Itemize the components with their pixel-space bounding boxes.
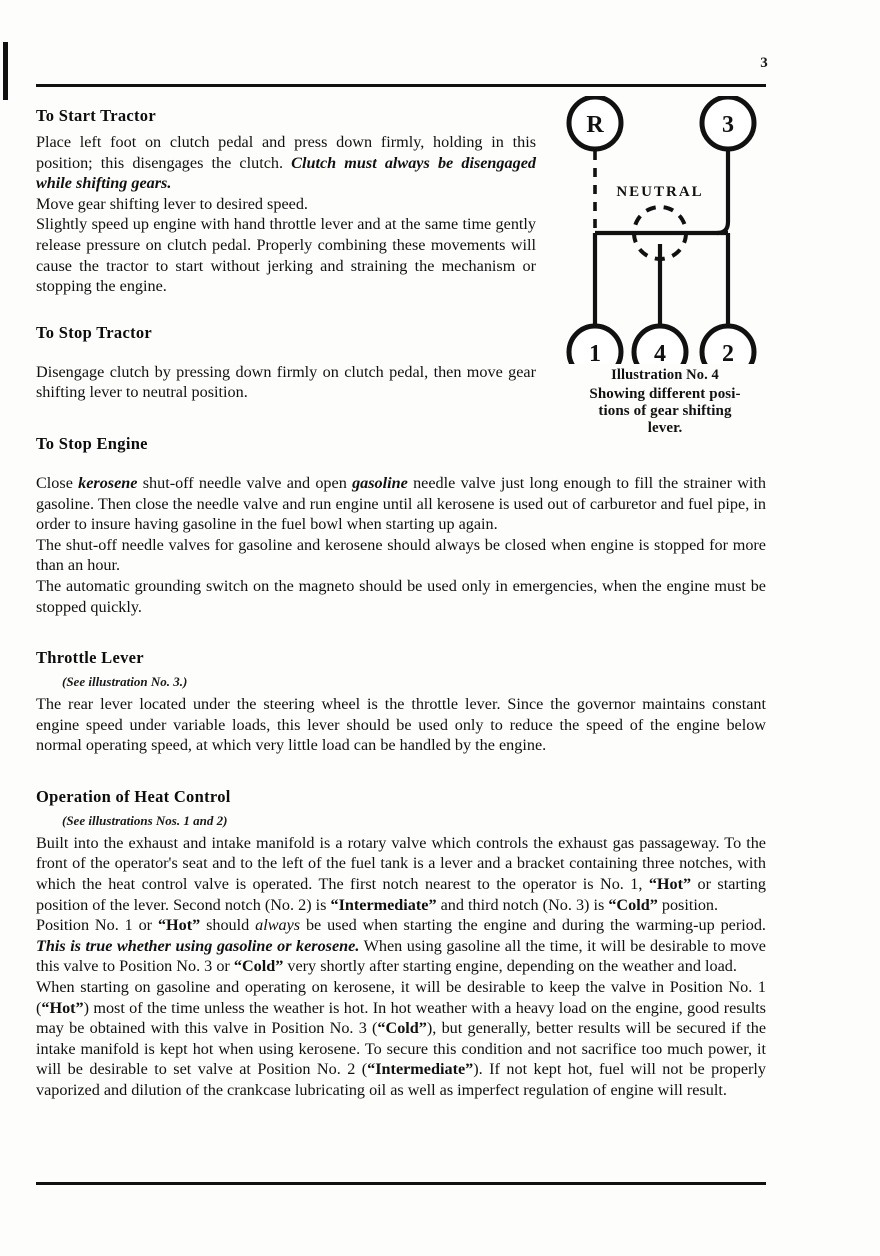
footer-rule <box>36 1182 766 1185</box>
emphasis-clutch-rule: Clutch must always be disengaged while shifting gears. <box>36 153 536 193</box>
position-label-reverse: R <box>586 112 604 138</box>
text-heat-position-end: position. <box>657 895 719 914</box>
page-number: 3 <box>760 55 768 71</box>
text-warming-up: be used when starting the engine and during the warming-up period. <box>300 916 766 935</box>
document-body <box>36 106 766 1101</box>
term-intermediate-2: “Intermediate” <box>367 1060 474 1079</box>
note-see-illustrations-1-and-2: (See illustrations Nos. 1 and 2) <box>62 812 228 828</box>
text-start-tractor-lead: Place left foot on clutch pedal and press down firmly, holding in this position; this disengages the clutch. <box>36 133 536 172</box>
term-gasoline: gasoline <box>352 473 408 492</box>
position-label-fourth: 4 <box>654 341 666 364</box>
heading-to-start-tractor: To Start Tractor <box>36 106 156 125</box>
emphasis-true-whether: This is true whether using gasoline or kerosene. <box>36 936 360 955</box>
heading-to-stop-tractor: To Stop Tractor <box>36 322 153 342</box>
paragraph-stop-engine-1 <box>36 473 766 535</box>
illustration-caption-line-3: tions of gear shifting <box>598 403 732 419</box>
illustration-caption-title: Illustration No. 4 <box>611 367 719 383</box>
text-should: should <box>200 916 256 935</box>
text-heat-intro: Built into the exhaust and intake manifold is a rotary valve which controls the exhaust gas passageway. To the front of the operator's seat and to the left of the fuel tank is a lever and a bracket containing three notches, with which the heat control valve is operated. The first notch nearest to the operator is No. 1, <box>36 833 766 894</box>
text-starting-gasoline: When starting on gasoline and operating on kerosene, it will be desirable to keep the valve in Position No. 1 ( <box>36 978 766 1017</box>
text-intake-manifold: ), but generally, better results will be secured if the intake manifold is kept hot when using kerosene. To secure this condition and not sacrifice too much power, it will be desirable to set valve at Position No. 2 ( <box>36 1019 766 1079</box>
paragraph-heat-control-3 <box>36 977 766 1101</box>
position-label-second: 2 <box>722 341 734 364</box>
text-shutoff: shut-off needle valve and open <box>137 473 353 492</box>
text-using-gasoline: When using gasoline all the time, it will be desirable to move this valve to Position No. 3 or <box>36 936 766 976</box>
paragraph-stop-engine-3: The automatic grounding switch on the magneto should be used only in emergencies, when the engine must be stopped quickly. <box>36 576 766 616</box>
text-heat-second-notch: or starting position of the lever. Second notch (No. 2) is <box>36 875 766 914</box>
term-cold-3: “Cold” <box>377 1019 427 1038</box>
paragraph-throttle-lever-1: The rear lever located under the steering wheel is the throttle lever. Since the governor maintains constant engine speed under variable loads, this lever should be used only to reduce the speed of the engine below normal operating speed, at which very little load can be handled by the engine. <box>36 695 766 755</box>
heading-to-stop-engine: To Stop Engine <box>36 433 148 453</box>
term-intermediate-1: “Intermediate” <box>330 895 437 914</box>
term-cold-1: “Cold” <box>608 895 658 914</box>
paragraph-heat-control-1 <box>36 833 766 915</box>
illustration-caption-line-2: Showing different posi- <box>589 386 741 402</box>
term-hot-1: “Hot” <box>648 875 692 894</box>
neutral-label-text: NEUTRAL <box>616 184 704 200</box>
term-always: always <box>255 916 301 935</box>
term-hot-2: “Hot” <box>157 916 201 935</box>
paragraph-stop-tractor-1: Disengage clutch by pressing down firmly on clutch pedal, then move gear shifting lever to neutral position. <box>36 362 536 402</box>
text-position-one: Position No. 1 or <box>36 916 158 935</box>
heading-throttle-lever: Throttle Lever <box>36 648 144 668</box>
illustration-caption-line-4: lever. <box>647 420 683 436</box>
text-weather-load: very shortly after starting engine, depending on the weather and load. <box>283 957 737 976</box>
term-cold-2: “Cold” <box>233 957 284 976</box>
paragraph-start-tractor-1 <box>36 132 536 194</box>
position-label-third: 3 <box>722 112 734 138</box>
term-kerosene: kerosene <box>78 473 138 492</box>
scan-binding-edge <box>3 42 8 100</box>
term-hot-3: “Hot” <box>41 998 84 1017</box>
text-dilution: ). If not kept hot, fuel will not be properly vaporized and dilution of the crankcase lubricating oil as well as imperfect regulation of engine will result. <box>36 1060 767 1099</box>
paragraph-heat-control-2 <box>36 915 766 977</box>
text-heat-third-notch: and third notch (No. 3) is <box>436 895 609 914</box>
heading-operation-of-heat-control: Operation of Heat Control <box>36 786 231 806</box>
paragraph-start-tractor-2: Move gear shifting lever to desired speed. <box>36 194 308 213</box>
text-hot-weather: ) most of the time unless the weather is hot. In hot weather with a heavy load on the engine, good results may be obtained with this valve in Position No. 3 ( <box>36 998 766 1038</box>
text-needle-valve-rest: needle valve just long enough to fill the strainer with gasoline. Then close the needle valve and run engine until all kerosene is used out of carburetor and fuel pipe, in order to insure having gasoline in the fuel bowl when starting up again. <box>36 473 767 534</box>
position-label-first: 1 <box>589 341 601 364</box>
header-rule <box>36 84 766 87</box>
note-see-illustration-3: (See illustration No. 3.) <box>62 674 188 690</box>
paragraph-stop-engine-2: The shut-off needle valves for gasoline and kerosene should always be closed when engine is stopped for more than an hour. <box>36 535 766 575</box>
paragraph-start-tractor-3: Slightly speed up engine with hand throttle lever and at the same time gently release pressure on clutch pedal. Properly combining these movements will cause the tractor to start without jerking and straining the mechanism or stopping the engine. <box>36 215 536 296</box>
text-close: Close <box>36 473 79 492</box>
